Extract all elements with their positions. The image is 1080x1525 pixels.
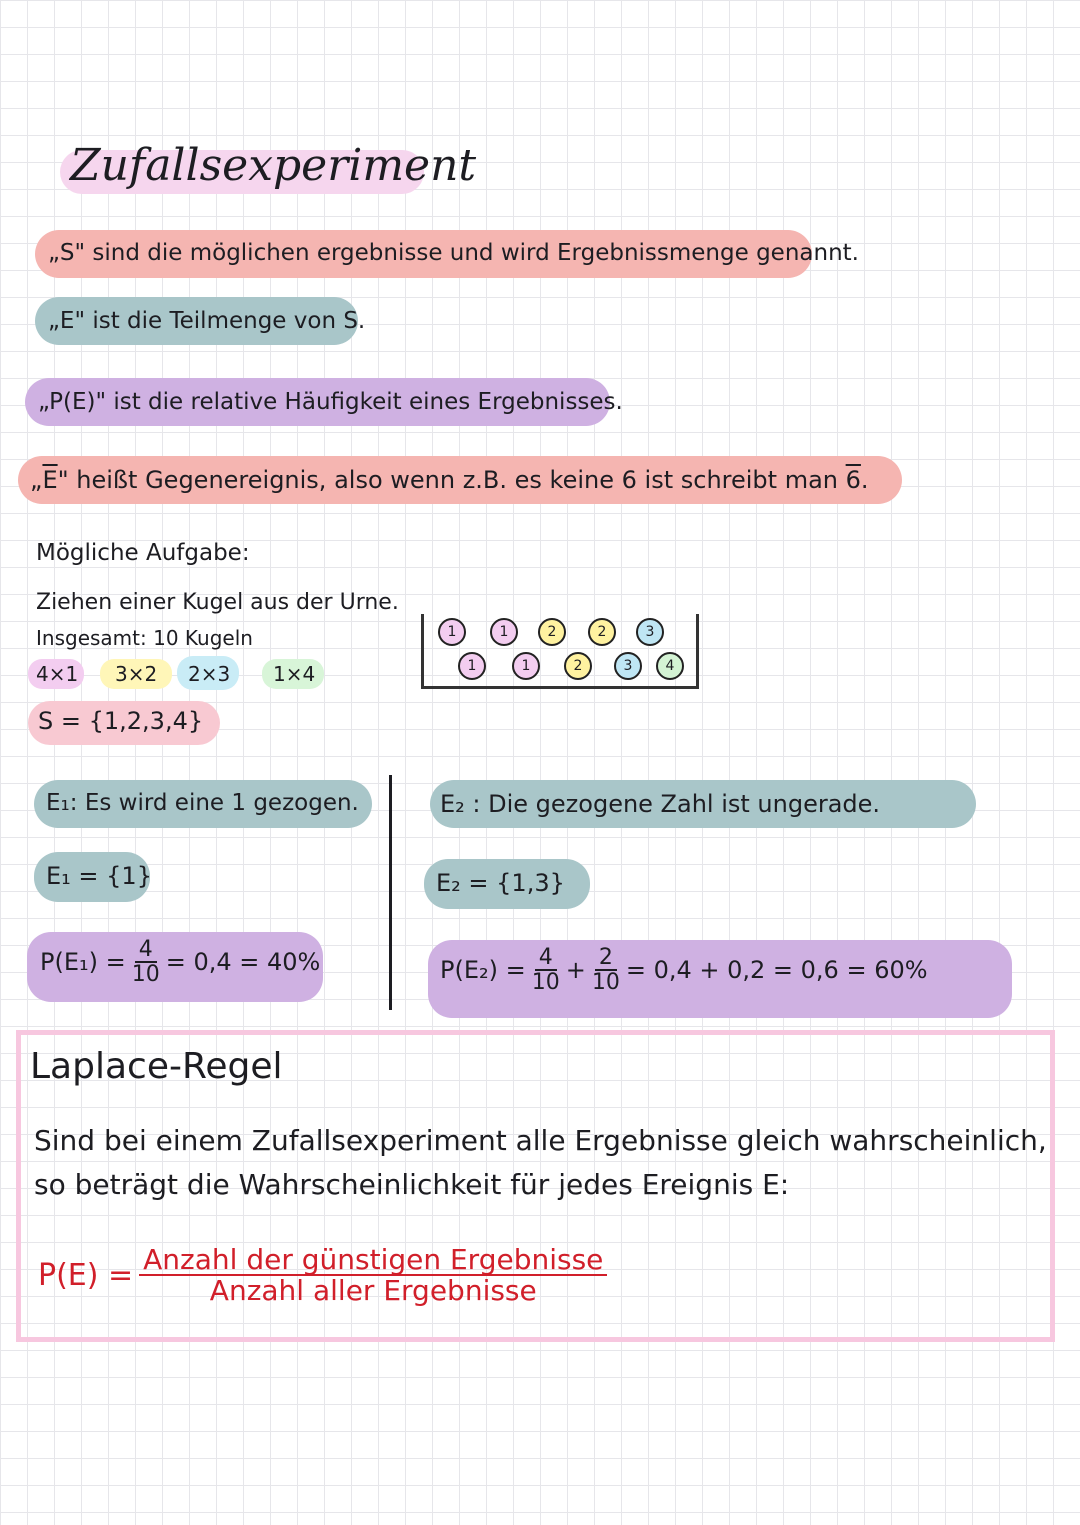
urn-ball: 3 xyxy=(636,618,664,646)
ball-count-3: 2×3 xyxy=(188,662,231,686)
event1-result: = 0,4 = 40% xyxy=(165,948,321,977)
urn-ball: 2 xyxy=(588,618,616,646)
laplace-numerator: Anzahl der günstigen Ergebnisse xyxy=(139,1245,607,1276)
ball-count-1: 4×1 xyxy=(36,662,79,686)
ball-count-4: 1×4 xyxy=(273,662,316,686)
event1-frac-numerator: 4 xyxy=(135,938,157,963)
ebar-prefix: „ xyxy=(30,466,43,494)
event2-frac2-denominator: 10 xyxy=(591,970,620,996)
event1-set: E₁ = {1} xyxy=(46,862,152,890)
urn-ball: 2 xyxy=(564,652,592,680)
laplace-denominator: Anzahl aller Ergebnisse xyxy=(209,1274,537,1308)
event2-p-label: P(E₂) = xyxy=(440,956,526,985)
page-title: Zufallsexperiment xyxy=(70,140,477,191)
event1-probability xyxy=(40,938,320,986)
laplace-rule-line-2: so beträgt die Wahrscheinlichkeit für jedes Ereignis E: xyxy=(34,1168,790,1201)
urn-illustration xyxy=(421,614,699,689)
event2-set: E₂ = {1,3} xyxy=(436,869,565,897)
laplace-formula xyxy=(38,1245,613,1306)
task-line-2: Insgesamt: 10 Kugeln xyxy=(36,626,253,650)
event2-plus: + xyxy=(565,956,586,985)
ebar-definition xyxy=(30,466,869,494)
e-definition: „E" ist die Teilmenge von S. xyxy=(48,308,366,334)
ebar-text: " heißt Gegenereignis, also wenn z.B. es keine 6 ist schreibt man xyxy=(57,466,846,494)
p-definition: „P(E)" ist die relative Häufigkeit eines Ergebnisses. xyxy=(38,389,623,415)
event1-definition: E₁: Es wird eine 1 gezogen. xyxy=(46,790,359,816)
event2-fraction-1 xyxy=(532,946,560,994)
laplace-p-label: P(E) = xyxy=(38,1257,134,1293)
laplace-rule-line-1: Sind bei einem Zufallsexperiment alle Ergebnisse gleich wahrscheinlich, xyxy=(34,1124,1047,1157)
urn-ball: 1 xyxy=(438,618,466,646)
event1-fraction xyxy=(132,938,160,986)
event2-result: = 0,4 + 0,2 = 0,6 = 60% xyxy=(625,956,928,985)
laplace-fraction xyxy=(139,1245,607,1306)
urn-ball: 2 xyxy=(538,618,566,646)
laplace-title: Laplace-Regel xyxy=(30,1046,283,1087)
event2-probability xyxy=(440,946,928,994)
event1-frac-denominator: 10 xyxy=(131,962,160,988)
event2-fraction-2 xyxy=(592,946,620,994)
urn-ball: 3 xyxy=(614,652,642,680)
event2-frac2-numerator: 2 xyxy=(595,946,617,971)
event2-frac1-numerator: 4 xyxy=(535,946,557,971)
urn-ball: 4 xyxy=(656,652,684,680)
event1-p-label: P(E₁) = xyxy=(40,948,126,977)
urn-ball: 1 xyxy=(512,652,540,680)
s-definition: „S" sind die möglichen ergebnisse und wird Ergebnissmenge genannt. xyxy=(48,240,859,266)
ebar-end: . xyxy=(860,466,869,494)
event2-definition: E₂ : Die gezogene Zahl ist ungerade. xyxy=(440,790,881,818)
event2-frac1-denominator: 10 xyxy=(531,970,560,996)
ball-count-2: 3×2 xyxy=(115,662,158,686)
column-divider xyxy=(389,775,392,1010)
ebar-six: 6 xyxy=(845,466,861,494)
sample-space: S = {1,2,3,4} xyxy=(38,707,204,735)
urn-ball: 1 xyxy=(458,652,486,680)
task-line-1: Ziehen einer Kugel aus der Urne. xyxy=(36,590,399,615)
task-heading: Mögliche Aufgabe: xyxy=(36,540,250,566)
urn-ball: 1 xyxy=(490,618,518,646)
ebar-symbol: $\overline{E}$ xyxy=(42,466,58,494)
